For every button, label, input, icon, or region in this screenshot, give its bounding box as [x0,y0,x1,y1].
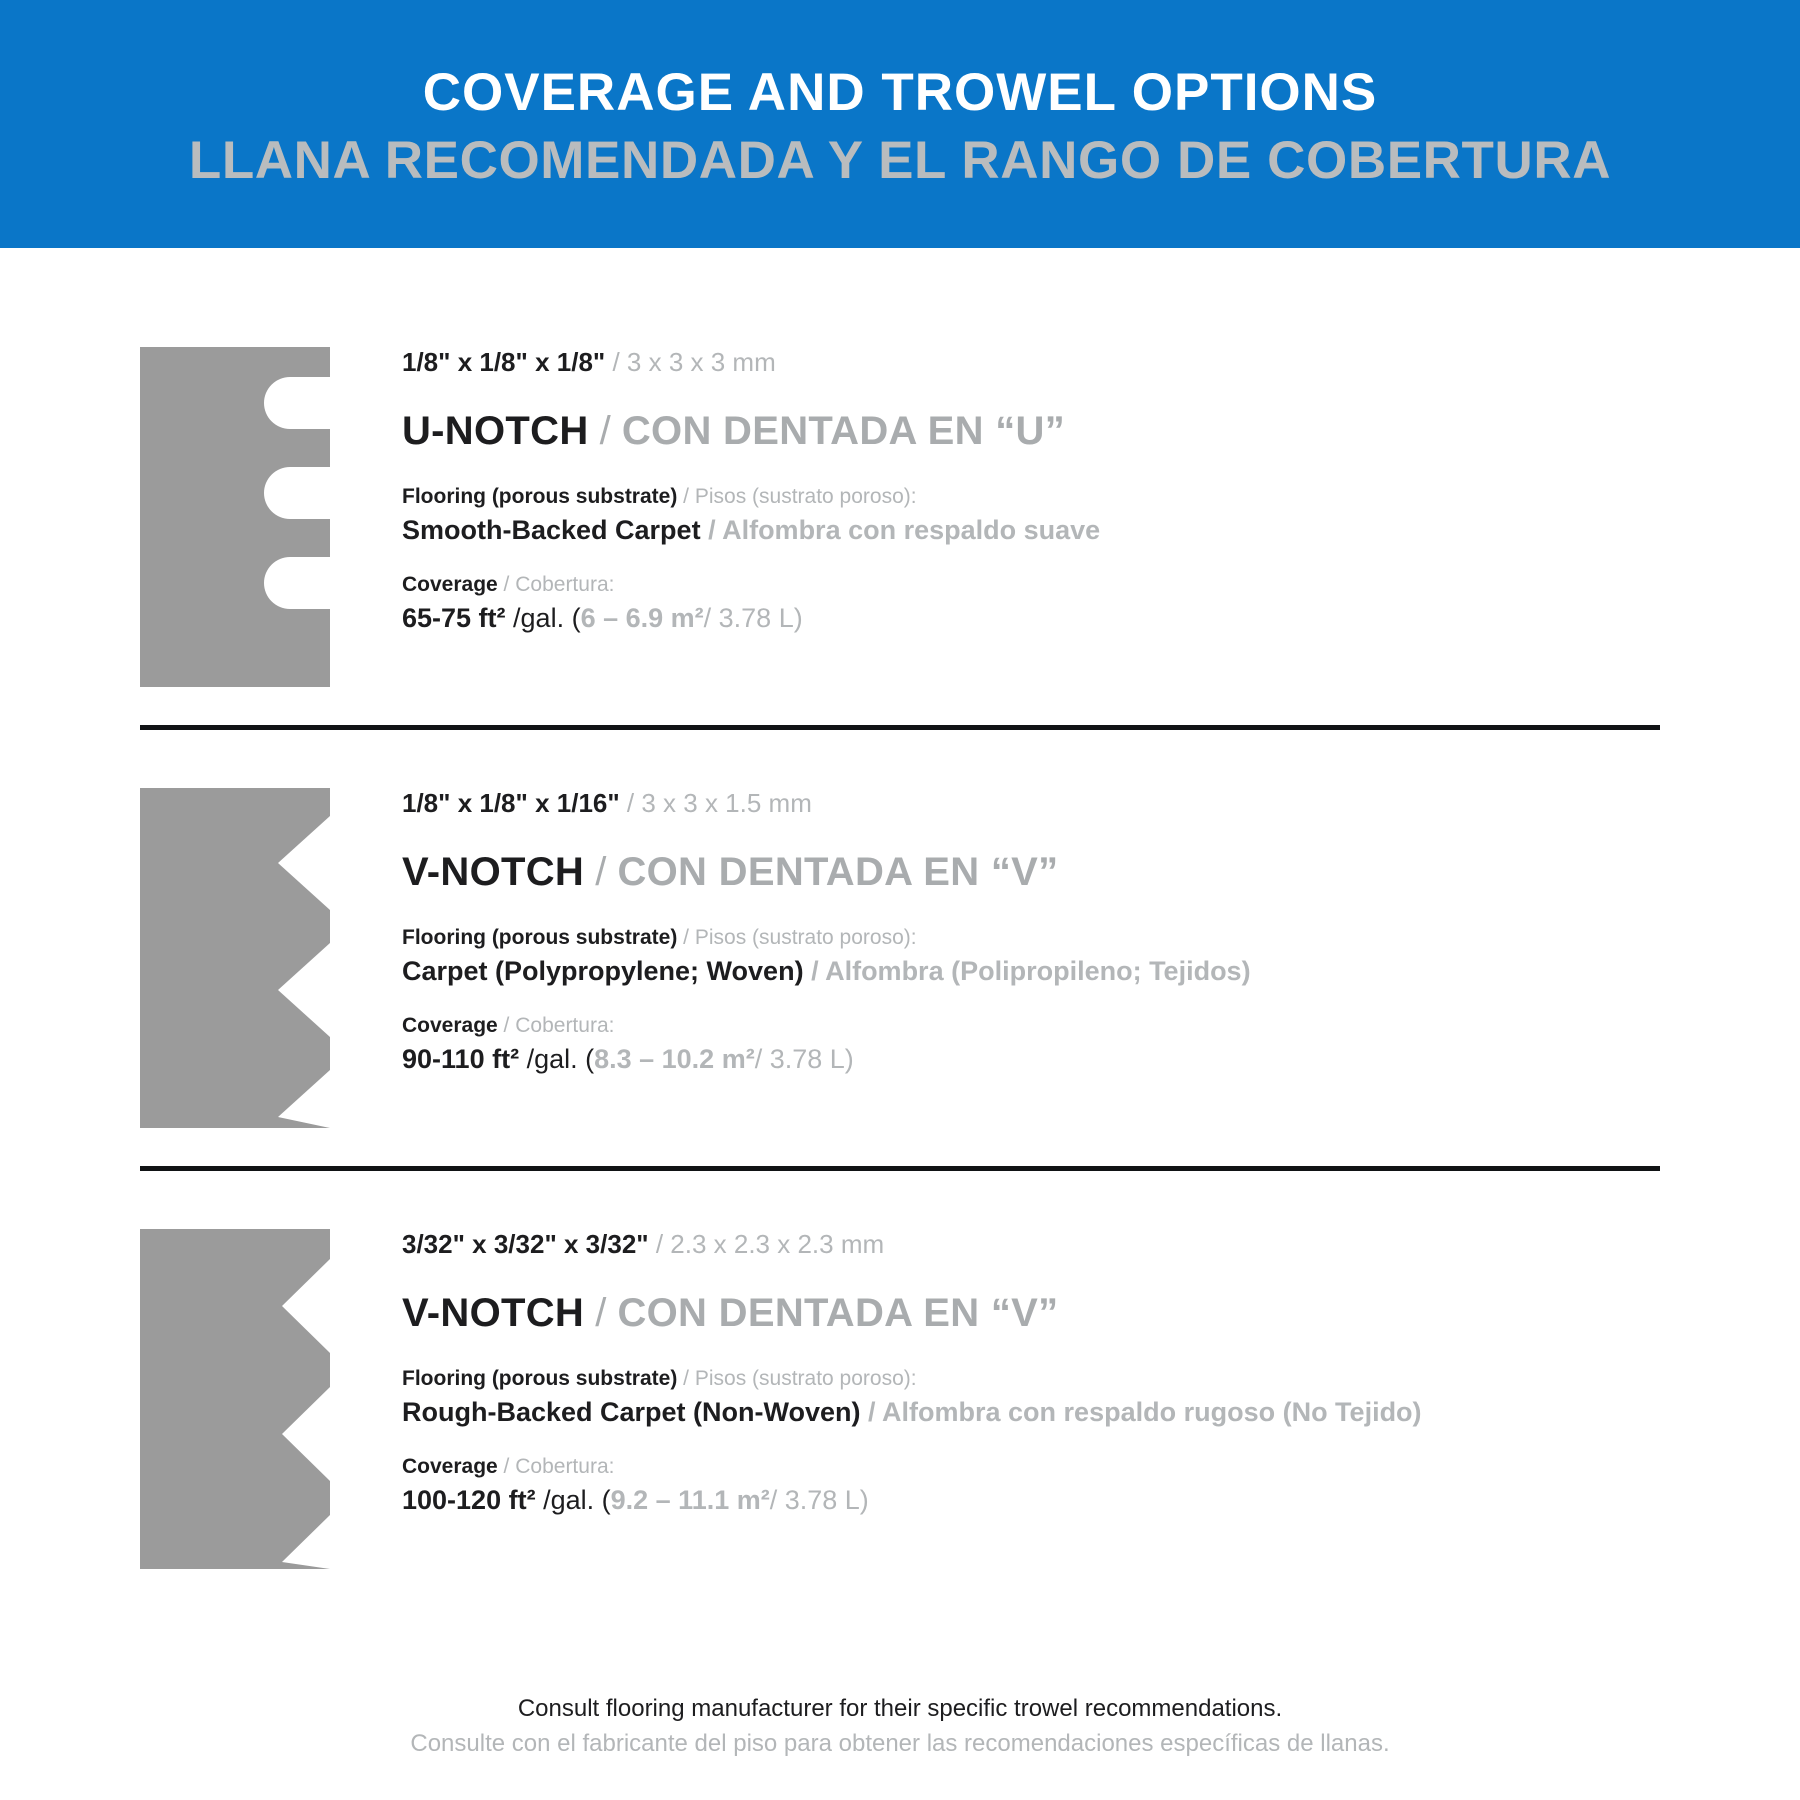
coverage-label-es: Cobertura: [515,1014,615,1038]
flooring-value-separator: / [860,1397,883,1428]
trowel-size-es: 2.3 x 2.3 x 2.3 mm [670,1229,885,1259]
notch-type-en: U-NOTCH [402,409,589,454]
size-separator: / [648,1229,671,1259]
footer-note-es: Consulte con el fabricante del piso para obtener las recomendaciones específicas de llanas. [410,1730,1390,1758]
row-divider [140,725,1660,730]
coverage-metric: 6 – 6.9 m² [580,603,704,634]
footer [0,1692,1800,1762]
flooring-label-separator: / [677,1367,695,1391]
flooring-value-en: Carpet (Polypropylene; Woven) [402,956,804,987]
trowel-text-col [355,343,1660,636]
footer-note-en: Consult flooring manufacturer for their specific trowel recommendations. [517,1695,1283,1723]
trowel-size-es: 3 x 3 x 3 mm [626,347,776,377]
coverage-metric: 9.2 – 11.1 m² [610,1485,770,1516]
flooring-label-line [402,925,1660,951]
row-divider [140,1166,1660,1171]
coverage-metric-liters: / 3.78 L) [703,603,803,634]
coverage-per-gallon: /gal. ( [519,1044,595,1075]
trowel-row [140,1225,1660,1569]
trowel-illustration-col [140,784,355,1128]
flooring-value-es: Alfombra con respaldo rugoso (No Tejido) [882,1397,1422,1428]
coverage-label-es: Cobertura: [515,573,615,597]
notch-type-en: V-NOTCH [402,850,585,895]
flooring-label-en: Flooring (porous substrate) [402,1367,678,1391]
notch-separator: / [588,409,622,454]
trowel-illustration-col [140,343,355,687]
u-notch-trowel-icon [140,347,330,687]
flooring-label-line [402,1366,1660,1392]
notch-type-es: CON DENTADA EN “V” [617,1291,1059,1336]
trowel-size-en: 1/8" x 1/8" x 1/16" [402,788,620,818]
trowel-size-line [402,788,1660,819]
flooring-value-line [402,955,1660,989]
flooring-value-es: Alfombra con respaldo suave [722,515,1101,546]
notch-type-line [402,1290,1660,1336]
size-separator: / [619,788,642,818]
coverage-label-es: Cobertura: [515,1455,615,1479]
flooring-label-es: Pisos (sustrato poroso): [694,485,917,509]
notch-type-es: CON DENTADA EN “V” [617,850,1059,895]
coverage-label-line [402,1454,1660,1480]
coverage-per-gallon: /gal. ( [535,1485,611,1516]
coverage-label-en: Coverage [402,1455,498,1479]
trowel-text-col [355,784,1660,1077]
flooring-label-en: Flooring (porous substrate) [402,485,678,509]
coverage-value-line [402,1484,1660,1518]
trowel-size-en: 3/32" x 3/32" x 3/32" [402,1229,649,1259]
notch-type-es: CON DENTADA EN “U” [621,409,1066,454]
coverage-metric-liters: / 3.78 L) [754,1044,854,1075]
coverage-imperial: 90-110 ft² [402,1044,520,1075]
coverage-imperial: 65-75 ft² [402,603,506,634]
trowel-row [140,784,1660,1128]
size-separator: / [605,347,627,377]
flooring-label-en: Flooring (porous substrate) [402,926,678,950]
coverage-label-separator: / [497,1014,516,1038]
coverage-metric: 8.3 – 10.2 m² [594,1044,755,1075]
trowel-size-line [402,347,1660,378]
page-title: COVERAGE AND TROWEL OPTIONS [422,63,1378,123]
flooring-label-es: Pisos (sustrato poroso): [694,1367,917,1391]
trowel-row [140,343,1660,687]
coverage-imperial: 100-120 ft² [402,1485,536,1516]
coverage-metric-liters: / 3.78 L) [769,1485,869,1516]
flooring-value-separator: / [700,515,723,546]
page-subtitle: LLANA RECOMENDADA Y EL RANGO DE COBERTURA [188,131,1612,190]
coverage-label-line [402,1013,1660,1039]
rows-container [0,343,1800,1569]
v-notch-trowel-icon [140,1229,330,1569]
flooring-label-line [402,484,1660,510]
flooring-value-separator: / [803,956,826,987]
coverage-label-en: Coverage [402,573,498,597]
flooring-label-separator: / [677,485,695,509]
flooring-value-en: Rough-Backed Carpet (Non-Woven) [402,1397,861,1428]
trowel-size-es: 3 x 3 x 1.5 mm [641,788,812,818]
notch-type-en: V-NOTCH [402,1291,585,1336]
flooring-value-es: Alfombra (Polipropileno; Tejidos) [825,956,1251,987]
flooring-value-line [402,1396,1660,1430]
coverage-label-separator: / [497,573,516,597]
coverage-value-line [402,602,1660,636]
flooring-label-es: Pisos (sustrato poroso): [694,926,917,950]
coverage-label-en: Coverage [402,1014,498,1038]
notch-type-line [402,408,1660,454]
trowel-text-col [355,1225,1660,1518]
header-banner [0,0,1800,248]
notch-separator: / [584,850,618,895]
flooring-value-line [402,514,1660,548]
coverage-value-line [402,1043,1660,1077]
flooring-value-en: Smooth-Backed Carpet [402,515,701,546]
coverage-per-gallon: /gal. ( [505,603,581,634]
trowel-size-line [402,1229,1660,1260]
coverage-label-separator: / [497,1455,516,1479]
coverage-label-line [402,572,1660,598]
trowel-illustration-col [140,1225,355,1569]
v-notch-trowel-icon [140,788,330,1128]
notch-separator: / [584,1291,618,1336]
trowel-size-en: 1/8" x 1/8" x 1/8" [402,347,606,377]
flooring-label-separator: / [677,926,695,950]
notch-type-line [402,849,1660,895]
